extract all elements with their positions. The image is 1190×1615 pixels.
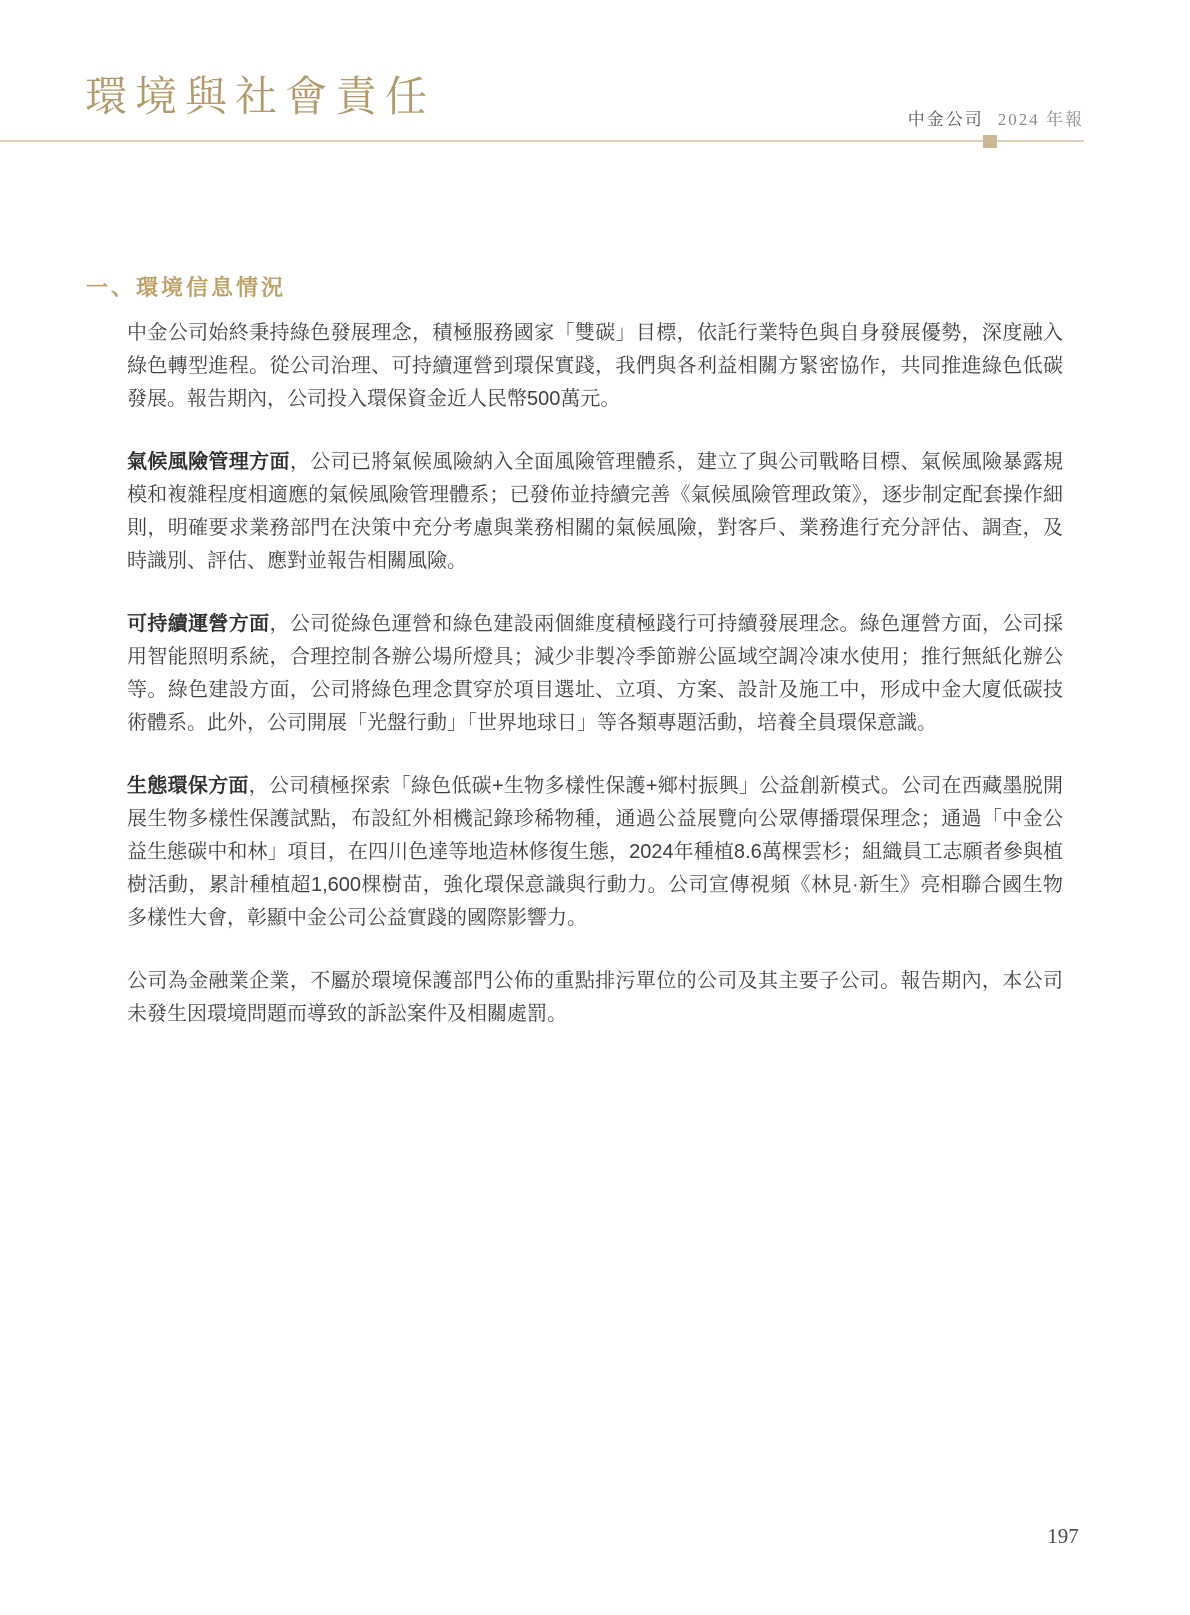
header-meta [908,105,1084,130]
paragraph-intro [127,317,1063,416]
paragraph-text: ，公司從綠色運營和綠色建設兩個維度積極踐行可持續發展理念。綠色運營方面，公司採用智能照明系統，合理控制各辦公場所燈具；減少非製冷季節辦公區域空調冷凍水使用；推行無紙化辦公等。綠色建設方面，公司將綠色理念貫穿於項目選址、立項、方案、設計及施工中，形成中金大廈低碳技術體系。此外，公司開展「光盤行動」「世界地球日」等各類專題活動，培養全員環保意識。 [127,613,1064,734]
paragraph-text: 公司為金融業企業，不屬於環境保護部門公佈的重點排污單位的公司及其主要子公司。報告期內，本公司未發生因環境問題而導致的訴訟案件及相關處罰。 [127,970,1063,1025]
paragraph-text: ，公司已將氣候風險納入全面風險管理體系，建立了與公司戰略目標、氣候風險暴露規模和複雜程度相適應的氣候風險管理體系；已發佈並持續完善《氣候風險管理政策》，逐步制定配套操作細則，明確要求業務部門在決策中充分考慮與業務相關的氣候風險，對客戶、業務進行充分評估、調查，及時識別、評估、應對並報告相關風險。 [127,451,1064,572]
header-report-year: 2024 年報 [997,110,1084,129]
paragraph-lead: 生態環保方面 [127,775,249,797]
paragraph-climate-risk [127,446,1063,578]
document-title: 環境與社會責任 [85,75,436,121]
paragraph-disclaimer [127,965,1063,1031]
paragraph-eco-protection [127,770,1063,935]
paragraph-lead: 氣候風險管理方面 [127,451,290,473]
section-body [127,317,1063,1061]
header-divider-line [0,140,1084,142]
page-number: 197 [1047,1524,1079,1548]
paragraph-lead: 可持續運營方面 [127,613,270,635]
header-company-name: 中金公司 [907,110,984,129]
section-heading: 一、環境信息情況 [86,275,287,300]
paragraph-sustainable-operations [127,608,1063,740]
divider-square-ornament [983,135,997,148]
paragraph-text: ，公司積極探索「綠色低碳+生物多樣性保護+鄉村振興」公益創新模式。公司在西藏墨脱開展生物多樣性保護試點，布設紅外相機記錄珍稀物種，通過公益展覽向公眾傳播環保理念；通過「中金公益生態碳中和林」項目，在四川色達等地造林修復生態，2024年種植8.6萬棵雲杉；組織員工志願者參與植樹活動，累計種植超1,600棵樹苗，強化環保意識與行動力。公司宣傳視頻《林見·新生》亮相聯合國生物多樣性大會，彰顯中金公司公益實踐的國際影響力。 [127,775,1064,929]
paragraph-text: 中金公司始終秉持綠色發展理念，積極服務國家「雙碳」目標，依託行業特色與自身發展優勢，深度融入綠色轉型進程。從公司治理、可持續運營到環保實踐，我們與各利益相關方緊密協作，共同推進綠色低碳發展。報告期內，公司投入環保資金近人民幣500萬元。 [127,322,1063,410]
